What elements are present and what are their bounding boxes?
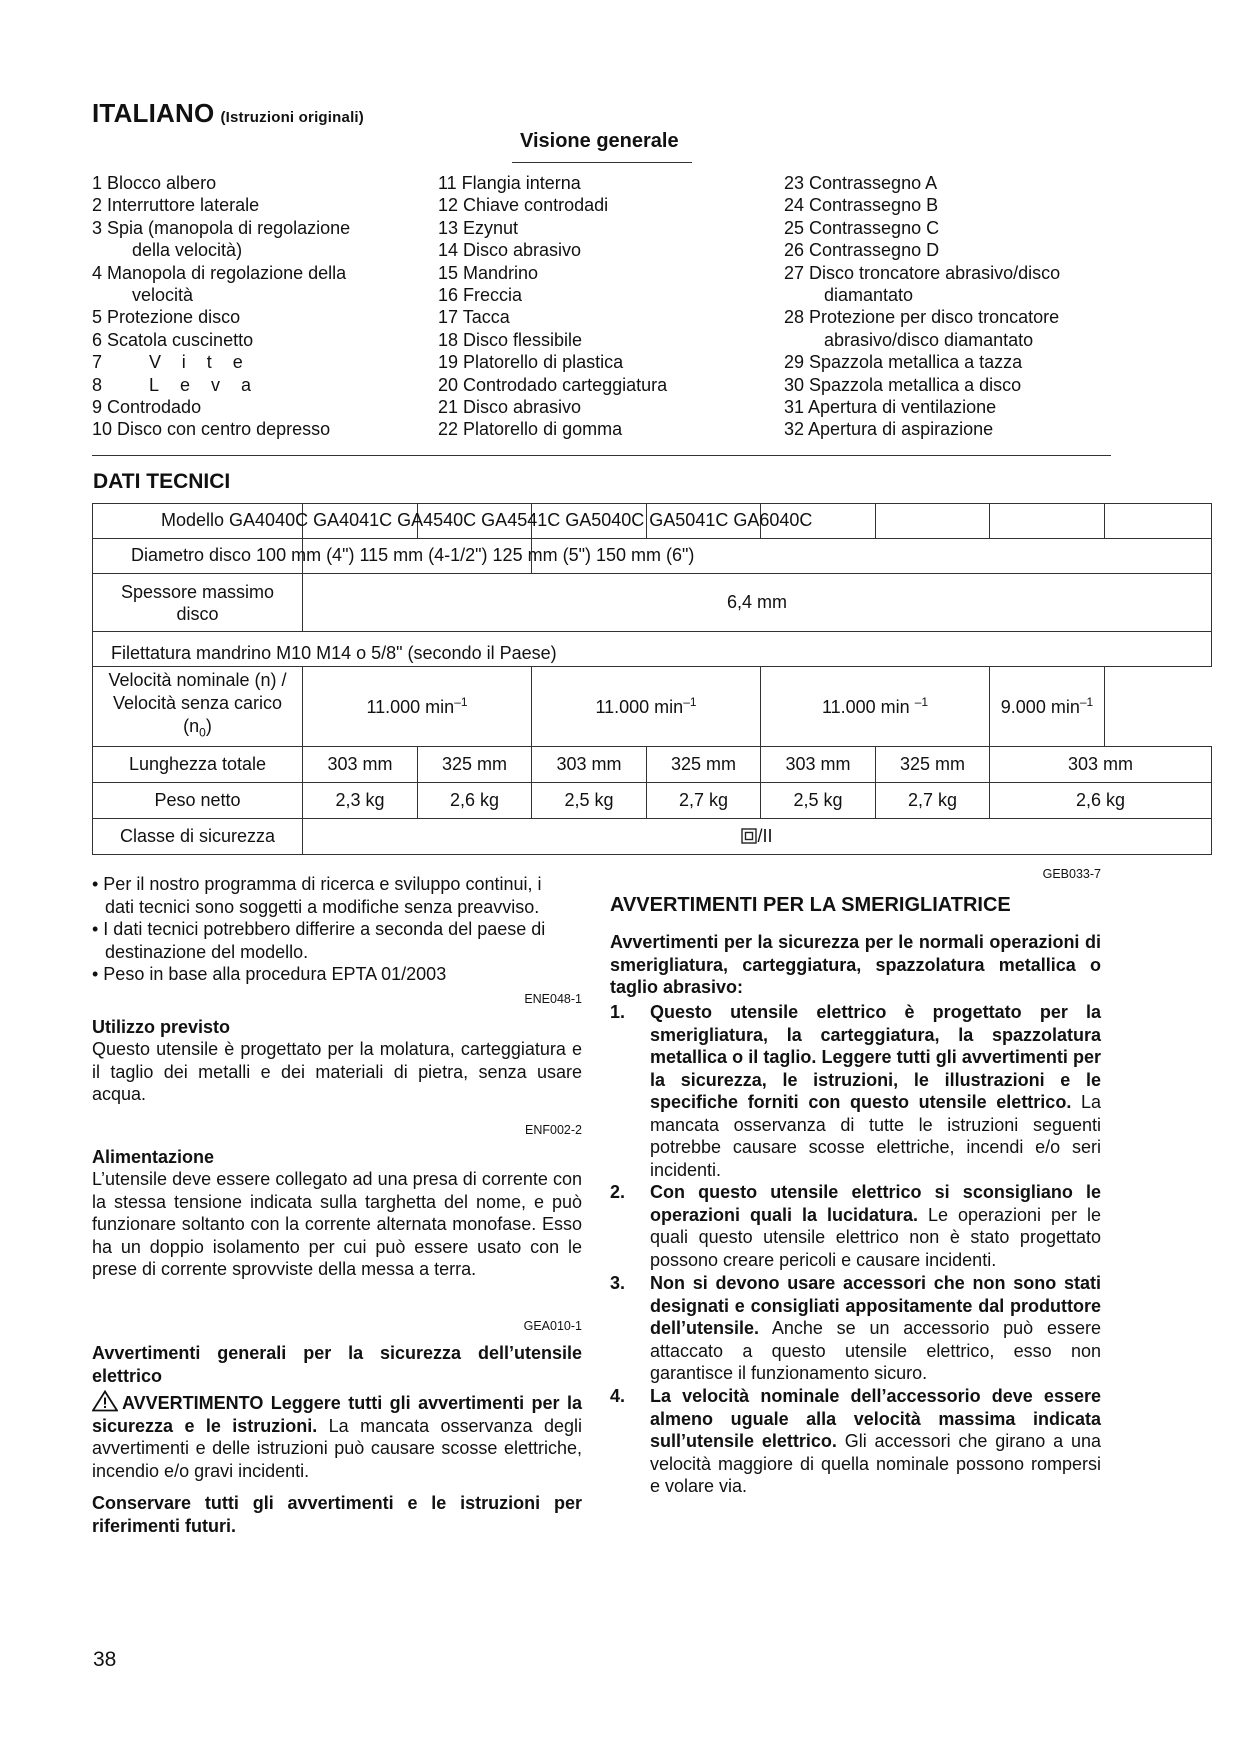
- weight-value: 2,7 kg: [647, 783, 761, 819]
- overview-item: 30 Spazzola metallica a disco: [784, 374, 1022, 395]
- code-geb033: GEB033-7: [1042, 867, 1101, 881]
- overview-item: 2 Interruttore laterale: [92, 195, 260, 216]
- code-gea010: GEA010-1: [523, 1319, 582, 1333]
- note-line: destinazione del modello.: [105, 941, 309, 962]
- warning-paragraph: [92, 1390, 582, 1482]
- overview-item: 23 Contrassegno A: [784, 173, 938, 193]
- overview-item: 9 Controdado: [92, 397, 202, 418]
- weight-value: 2,6 kg: [990, 783, 1212, 819]
- speed-label-1: Velocità nominale (n) /: [108, 669, 287, 690]
- page-title: [92, 98, 364, 129]
- overview-item: 7 Vite: [92, 352, 264, 373]
- length-label: Lunghezza totale: [93, 747, 303, 783]
- thickness-row: [93, 574, 1212, 632]
- length-value: 325 mm: [876, 747, 990, 783]
- overview-item: 17 Tacca: [438, 307, 510, 328]
- note-line: • Per il nostro programma di ricerca e sviluppo continui, i: [92, 874, 542, 894]
- code-ene048: ENE048-1: [524, 992, 582, 1006]
- keep-instructions: Conservare tutti gli avvertimenti e le istruzioni per riferimenti futuri.: [92, 1493, 582, 1536]
- overview-item: 14 Disco abrasivo: [438, 240, 582, 261]
- warning-text: La mancata osservanza degli avvertimenti e delle istruzioni può causare scosse elettriche, incendio e/o gravi incidenti.: [92, 1415, 582, 1481]
- weight-label: Peso netto: [93, 783, 303, 819]
- speed-value: 11.000 $\min^{-1}$: [303, 667, 532, 747]
- overview-item: velocità: [132, 285, 194, 306]
- weight-value: 2,3 kg: [303, 783, 418, 819]
- overview-item: 32 Apertura di aspirazione: [784, 419, 994, 440]
- warning-triangle-icon: [92, 1390, 118, 1412]
- speed-value: 11.000 $\min^{-1}$: [532, 667, 761, 747]
- overview-item: 27 Disco troncatore abrasivo/disco: [784, 262, 1061, 283]
- overview-item: 6 Scatola cuscinetto: [92, 329, 254, 350]
- note-line: dati tecnici sono soggetti a modifiche senza preavviso.: [105, 896, 540, 917]
- spec-notes: [92, 873, 582, 986]
- overview-column-1: [92, 172, 350, 441]
- overview-item: 26 Contrassegno D: [784, 240, 940, 261]
- overview-item: 3 Spia (manopola di regolazione: [92, 217, 351, 238]
- overview-item: 22 Platorello di gomma: [438, 419, 623, 440]
- overview-item: 11 Flangia interna: [438, 173, 581, 193]
- overview-item: 5 Protezione disco: [92, 307, 241, 328]
- intended-use-title: Utilizzo previsto: [92, 1017, 231, 1037]
- diameter-line: Diametro disco 100 mm (4") 115 mm (4-1/2") 125 mm (5") 150 mm (6"): [131, 545, 695, 565]
- power-text: L’utensile deve essere collegato ad una presa di corrente con la stessa tensione indicata sulla targhetta del nome, e può funzionare soltanto con la corrente alternata monofase. Esso ha un doppio isolamento per cui può essere usato con le prese di corrente sprovviste della messa a terra.: [92, 1169, 582, 1279]
- overview-item: 15 Mandrino: [438, 262, 539, 283]
- overview-item: 8 Leva: [92, 374, 273, 395]
- overview-heading: Visione generale: [520, 130, 679, 152]
- thickness-value: 6,4 mm: [303, 574, 1212, 632]
- overview-item: 18 Disco flessibile: [438, 329, 583, 350]
- speed-value: 11.000 min $^{-1}$: [761, 667, 990, 747]
- overview-item: 25 Contrassegno C: [784, 217, 940, 238]
- overview-column-2: [438, 172, 667, 441]
- overview-item: abrasivo/disco diamantato: [824, 329, 1034, 350]
- overview-item: 1 Blocco albero: [92, 173, 217, 193]
- overview-item: 31 Apertura di ventilazione: [784, 397, 997, 418]
- weight-value: 2,5 kg: [532, 783, 647, 819]
- weight-row: [93, 783, 1212, 819]
- overview-item: 19 Platorello di plastica: [438, 352, 624, 373]
- weight-value: 2,7 kg: [876, 783, 990, 819]
- speed-label-2: Velocità senza carico: [112, 692, 283, 713]
- class-value-text: /II: [757, 826, 773, 846]
- overview-item: 29 Spazzola metallica a tazza: [784, 352, 1023, 373]
- language-heading: ITALIANO: [92, 98, 215, 128]
- note-line: • I dati tecnici potrebbero differire a seconda del paese di: [92, 919, 546, 939]
- length-value: 303 mm: [990, 747, 1212, 783]
- overview-item: 13 Ezynut: [438, 217, 519, 238]
- class-row: [93, 819, 1212, 855]
- overview-item: 28 Protezione per disco troncatore: [784, 307, 1060, 328]
- length-value: 303 mm: [303, 747, 418, 783]
- speed-row: [93, 667, 1212, 747]
- length-value: 303 mm: [532, 747, 647, 783]
- weight-value: 2,6 kg: [418, 783, 532, 819]
- weight-value: 2,5 kg: [761, 783, 876, 819]
- length-row: [93, 747, 1212, 783]
- grinder-warnings-title: AVVERTIMENTI PER LA SMERIGLIATRICE: [610, 894, 1011, 916]
- section-divider: [92, 455, 1111, 456]
- overview-item: 4 Manopola di regolazione della: [92, 262, 347, 283]
- speed-value: 9.000 $\min^{-1}$: [990, 667, 1105, 747]
- overview-item: 21 Disco abrasivo: [438, 397, 582, 418]
- warning-bold: AVVERTIMENTO Leggere tutti gli avvertimenti per la sicurezza e le istruzioni.: [92, 1393, 582, 1436]
- code-enf002: ENF002-2: [525, 1123, 582, 1137]
- general-warnings-title: Avvertimenti generali per la sicurezza dell’utensile elettrico: [92, 1343, 582, 1386]
- overview-item: 16 Freccia: [438, 285, 523, 306]
- length-value: 325 mm: [418, 747, 532, 783]
- grinder-intro: Avvertimenti per la sicurezza per le normali operazioni di smerigliatura, carteggiatura, spazzolatura metallica o taglio abrasivo:: [610, 932, 1101, 997]
- page-number: 38: [93, 1648, 117, 1671]
- overview-item: diamantato: [824, 285, 914, 306]
- intended-use-text: Questo utensile è progettato per la molatura, carteggiatura e il taglio dei metalli e dei materiali di pietra, senza usare acqua.: [92, 1039, 582, 1104]
- specs-heading: DATI TECNICI: [93, 470, 231, 493]
- class-value: [303, 819, 1212, 855]
- thickness-label-2: disco: [176, 603, 219, 624]
- overview-item: 12 Chiave controdadi: [438, 195, 609, 216]
- overview-item: della velocità): [132, 240, 243, 261]
- overview-item: 24 Contrassegno B: [784, 195, 939, 216]
- overview-column-3: [784, 172, 1060, 441]
- double-insulation-icon: [741, 828, 757, 844]
- class-label: Classe di sicurezza: [93, 819, 303, 855]
- overview-item: 20 Controdado carteggiatura: [438, 374, 668, 395]
- length-value: 325 mm: [647, 747, 761, 783]
- thread-line: Filettatura mandrino M10 M14 o 5/8" (secondo il Paese): [111, 643, 557, 663]
- overview-underline: [512, 162, 692, 163]
- note-line: • Peso in base alla procedura EPTA 01/2003: [92, 964, 447, 984]
- model-line: Modello GA4040C GA4041C GA4540C GA4541C GA5040C GA5041C GA6040C: [161, 510, 813, 530]
- language-subtitle: (Istruzioni originali): [220, 109, 364, 126]
- speed-label-3: $(n_0)$: [183, 715, 212, 740]
- length-value: 303 mm: [761, 747, 876, 783]
- power-title: Alimentazione: [92, 1147, 215, 1167]
- thickness-label-1: Spessore massimo: [120, 581, 275, 602]
- overview-item: 10 Disco con centro depresso: [92, 419, 331, 440]
